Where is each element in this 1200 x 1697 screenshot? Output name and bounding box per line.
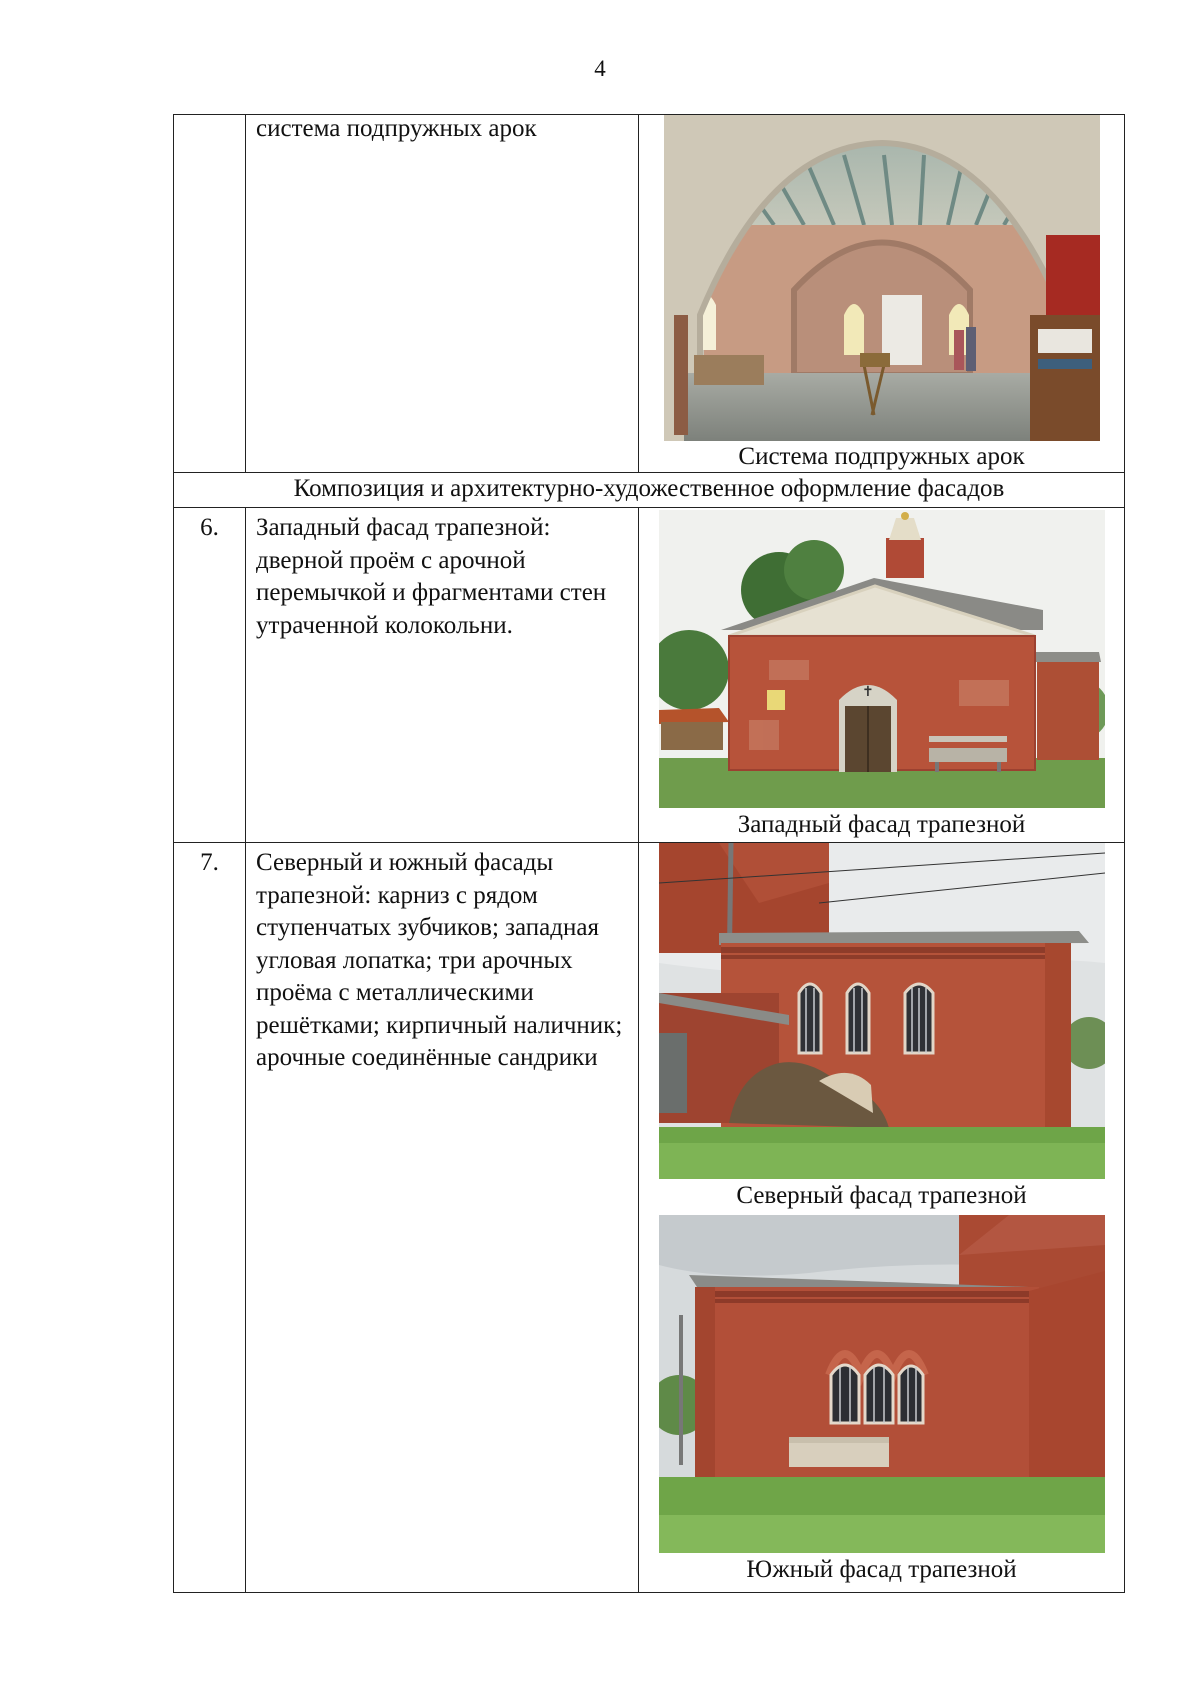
photo-caption-south: Южный фасад трапезной	[746, 1556, 1017, 1583]
photo-caption: Западный фасад трапезной	[737, 811, 1026, 838]
section-heading-row	[174, 473, 1125, 508]
elements-table	[173, 114, 1125, 1593]
row-number: 7.	[174, 843, 246, 1593]
south-facade-photo	[659, 1215, 1105, 1553]
row-description: Северный и южный фасады трапезной: карниз с рядом ступенчатых зубчиков; западная угловая лопатка; три арочных проёма с металлическими решётками; кирпичный наличник; арочные соединённые сандрики	[256, 849, 623, 1071]
table-row-6	[174, 508, 1125, 843]
photo-caption-north: Северный фасад трапезной	[736, 1182, 1027, 1209]
svg-text:✝: ✝	[861, 684, 874, 700]
row-description: Западный фасад трапезной: дверной проём с арочной перемычкой и фрагментами стен утраченной колокольни.	[256, 514, 607, 639]
page-number: 4	[594, 56, 606, 81]
section-heading: Композиция и архитектурно-художественное оформление фасадов	[174, 473, 1125, 508]
row-number: 6.	[174, 508, 246, 843]
north-facade-photo	[659, 843, 1105, 1179]
table-row-arches	[174, 115, 1125, 473]
row-number	[174, 115, 246, 473]
row-description: система подпружных арок	[256, 115, 537, 142]
table-row-7	[174, 843, 1125, 1593]
photo-caption: Система подпружных арок	[738, 443, 1025, 470]
interior-arches-photo	[664, 115, 1100, 441]
west-facade-photo	[659, 510, 1105, 808]
